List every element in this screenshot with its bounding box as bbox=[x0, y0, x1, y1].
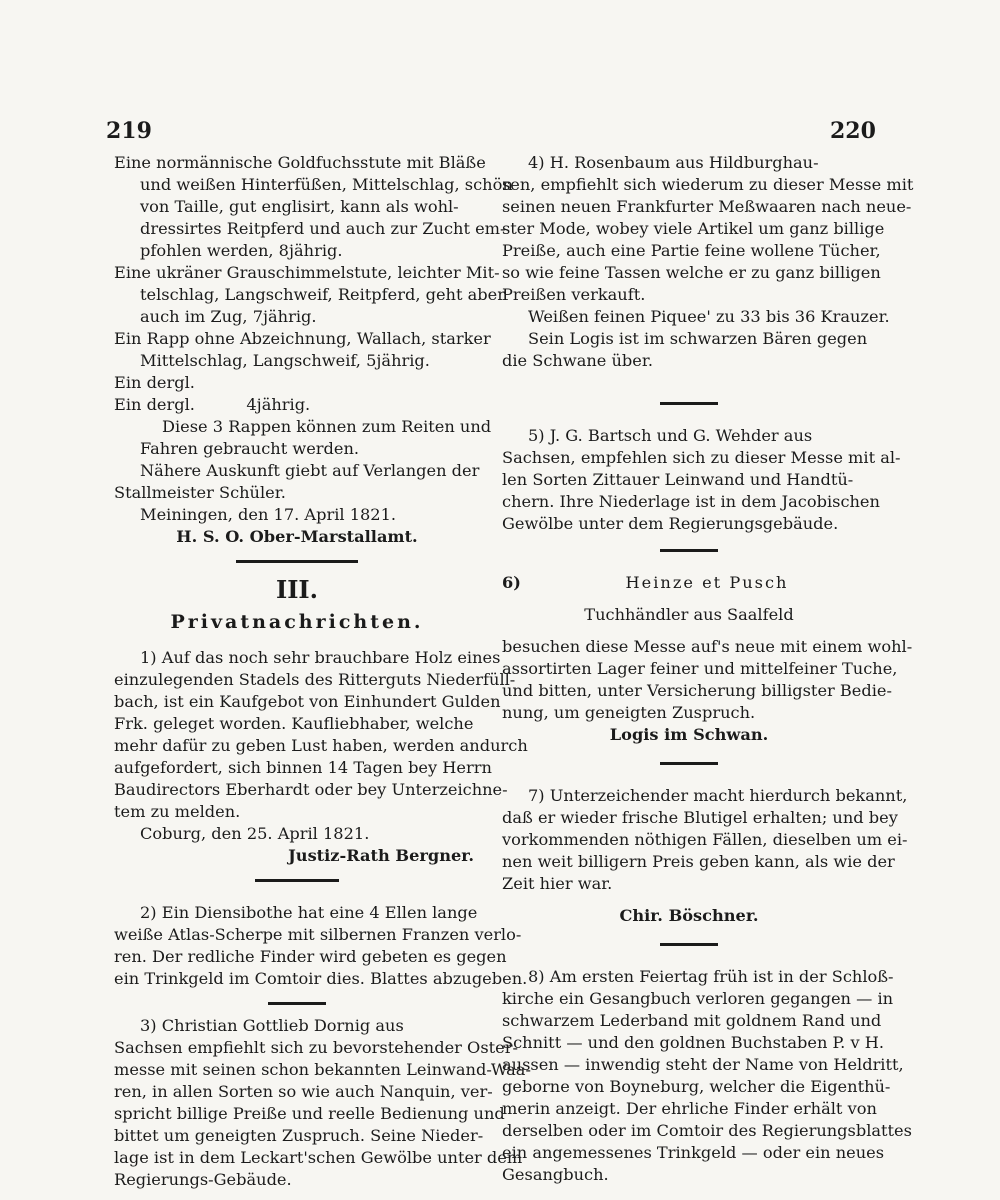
divider bbox=[660, 943, 718, 946]
notice-6 bbox=[502, 572, 913, 746]
text-line: Regierungs-Gebäude. bbox=[114, 1170, 292, 1189]
text-line: messe mit seinen schon bekannten Leinwand-Waa- bbox=[114, 1060, 531, 1079]
text-line: 7) Unterzeichender macht hierdurch bekannt, bbox=[528, 786, 908, 805]
text-line: Ein dergl. 4jährig. bbox=[114, 395, 311, 414]
text-line: ren, in allen Sorten so wie auch Nanquin, ver- bbox=[114, 1082, 493, 1101]
text-line: len Sorten Zittauer Leinwand und Handtü- bbox=[502, 470, 854, 489]
text-line: pfohlen werden, 8jährig. bbox=[140, 241, 343, 260]
text-line: Gesangbuch. bbox=[502, 1165, 609, 1184]
notice-3 bbox=[114, 1015, 531, 1191]
text-line: ein Trinkgeld im Comtoir dies. Blattes abzugeben. bbox=[114, 969, 528, 988]
text-line: von Taille, gut englisirt, kann als wohl- bbox=[140, 197, 459, 216]
text-line: Preiße, auch eine Partie feine wollene Tücher, bbox=[502, 241, 881, 260]
text-line: aussen — inwendig steht der Name von Heldritt, bbox=[502, 1055, 904, 1074]
text-line: merin anzeigt. Der ehrliche Finder erhält von bbox=[502, 1099, 877, 1118]
text-line: Diese 3 Rappen können zum Reiten und bbox=[162, 417, 492, 436]
text-line: und bitten, unter Versicherung billigster Bedie- bbox=[502, 681, 892, 700]
text-line: bittet um geneigten Zuspruch. Seine Nieder- bbox=[114, 1126, 484, 1145]
text-line: lage ist in dem Leckart'schen Gewölbe unter dem bbox=[114, 1148, 523, 1167]
text-line: und weißen Hinterfüßen, Mittelschlag, schön bbox=[140, 175, 513, 194]
text-line: Ein Rapp ohne Abzeichnung, Wallach, starker bbox=[114, 329, 491, 348]
text-line: Schnitt — und den goldnen Buchstaben P. v H. bbox=[502, 1033, 885, 1052]
text-line: telschlag, Langschweif, Reitpferd, geht aber bbox=[140, 285, 505, 304]
text-line: ein angemessenes Trinkgeld — oder ein neues bbox=[502, 1143, 885, 1162]
text-line: kirche ein Gesangbuch verloren gegangen — in bbox=[502, 989, 894, 1008]
text-line: assortirten Lager feiner und mittelfeiner Tuche, bbox=[502, 659, 898, 678]
text-line: die Schwane über. bbox=[502, 351, 653, 370]
text-line: chern. Ihre Niederlage ist in dem Jacobischen bbox=[502, 492, 880, 511]
text-line: derselben oder im Comtoir des Regierungsblattes bbox=[502, 1121, 912, 1140]
text-line: besuchen diese Messe auf's neue mit einem wohl- bbox=[502, 637, 913, 656]
text-line: spricht billige Preiße und reelle Bedienung und bbox=[114, 1104, 505, 1123]
page-number-right: 220 bbox=[830, 118, 876, 144]
text-line: Stallmeister Schüler. bbox=[114, 483, 286, 502]
notice-5 bbox=[502, 425, 901, 535]
text-line: schwarzem Lederband mit goldnem Rand und bbox=[502, 1011, 882, 1030]
text-line: dressirtes Reitpferd und auch zur Zucht em- bbox=[140, 219, 506, 238]
text-line: Baudirectors Eberhardt oder bey Unterzeichne- bbox=[114, 780, 508, 799]
text-line: tem zu melden. bbox=[114, 802, 241, 821]
text-line: daß er wieder frische Blutigel erhalten; und bey bbox=[502, 808, 898, 827]
text-line: sen, empfiehlt sich wiederum zu dieser Messe mit bbox=[502, 175, 914, 194]
text-line: Zeit hier war. bbox=[502, 874, 613, 893]
text-line: so wie feine Tassen welche er zu ganz billigen bbox=[502, 263, 881, 282]
text-line: geborne von Boyneburg, welcher die Eigenthü- bbox=[502, 1077, 891, 1096]
text-line: 2) Ein Diensibothe hat eine 4 Ellen lange bbox=[140, 903, 478, 922]
text-line: auch im Zug, 7jährig. bbox=[140, 307, 317, 326]
text-line: Nähere Auskunft giebt auf Verlangen der bbox=[140, 461, 480, 480]
signature: Justiz-Rath Bergner. bbox=[288, 846, 474, 865]
signature: H. S. O. Ober-Marstallamt. bbox=[176, 527, 418, 546]
page-number-left: 219 bbox=[106, 118, 152, 144]
text-line: vorkommenden nöthigen Fällen, dieselben um ei- bbox=[502, 830, 908, 849]
divider bbox=[236, 560, 358, 563]
text-line: Sachsen empfiehlt sich zu bevorstehender Oster- bbox=[114, 1038, 518, 1057]
text-line: Frk. geleget worden. Kaufliebhaber, welche bbox=[114, 714, 474, 733]
signature: Chir. Böschner. bbox=[619, 906, 759, 925]
left-column bbox=[114, 152, 531, 1191]
notice-2 bbox=[114, 902, 528, 990]
text-line: 8) Am ersten Feiertag früh ist in der Schloß- bbox=[528, 967, 894, 986]
logis-line: Logis im Schwan. bbox=[609, 725, 769, 744]
divider bbox=[660, 402, 718, 405]
divider bbox=[660, 549, 718, 552]
divider bbox=[255, 879, 339, 882]
text-line: einzulegenden Stadels des Ritterguts Niederfüll- bbox=[114, 670, 516, 689]
section-number: III. bbox=[275, 575, 319, 604]
text-line: weiße Atlas-Scherpe mit silbernen Franzen verlo- bbox=[114, 925, 522, 944]
text-line: 4) H. Rosenbaum aus Hildburghau- bbox=[528, 153, 819, 172]
text-line: bach, ist ein Kaufgebot von Einhundert Gulden bbox=[114, 692, 501, 711]
notice-4 bbox=[502, 152, 914, 372]
text-line: Eine normännische Goldfuchsstute mit Bläße bbox=[114, 153, 486, 172]
horse-sale-notice bbox=[114, 152, 513, 548]
text-line: Ein dergl. bbox=[114, 373, 195, 392]
text-line: Sein Logis ist im schwarzen Bären gegen bbox=[528, 329, 868, 348]
text-line: 1) Auf das noch sehr brauchbare Holz eines bbox=[140, 648, 501, 667]
notice-8 bbox=[502, 966, 912, 1186]
right-column bbox=[502, 152, 914, 1186]
text-line: Sachsen, empfehlen sich zu dieser Messe mit al- bbox=[502, 448, 901, 467]
text-line: mehr dafür zu geben Lust haben, werden andurch bbox=[114, 736, 528, 755]
notice-7 bbox=[502, 785, 908, 927]
text-line: Fahren gebraucht werden. bbox=[140, 439, 360, 458]
text-line: 5) J. G. Bartsch und G. Wehder aus bbox=[528, 426, 813, 445]
divider bbox=[268, 1002, 326, 1005]
firm-trade: Tuchhändler aus Saalfeld bbox=[584, 605, 794, 624]
text-line: Mittelschlag, Langschweif, 5jährig. bbox=[140, 351, 430, 370]
text-line: aufgefordert, sich binnen 14 Tagen bey Herrn bbox=[114, 758, 492, 777]
text-line: Weißen feinen Piquee' zu 33 bis 36 Krauzer. bbox=[528, 307, 890, 326]
text-line: ster Mode, wobey viele Artikel um ganz billige bbox=[502, 219, 885, 238]
notice-1 bbox=[114, 647, 528, 867]
text-line: Eine ukräner Grauschimmelstute, leichter Mit- bbox=[114, 263, 500, 282]
text-line: seinen neuen Frankfurter Meßwaaren nach neue- bbox=[502, 197, 912, 216]
section-title: Privatnachrichten. bbox=[170, 611, 424, 633]
notice-number: 6) bbox=[502, 573, 521, 592]
text-line: nung, um geneigten Zuspruch. bbox=[502, 703, 756, 722]
text-line: Preißen verkauft. bbox=[502, 285, 646, 304]
firm-name: Heinze et Pusch bbox=[625, 573, 789, 592]
text-line: Gewölbe unter dem Regierungsgebäude. bbox=[502, 514, 839, 533]
dateline: Meiningen, den 17. April 1821. bbox=[140, 505, 397, 524]
text-line: ren. Der redliche Finder wird gebeten es gegen bbox=[114, 947, 507, 966]
text-line: 3) Christian Gottlieb Dornig aus bbox=[140, 1016, 404, 1035]
text-line: nen weit billigern Preis geben kann, als wie der bbox=[502, 852, 895, 871]
dateline: Coburg, den 25. April 1821. bbox=[140, 824, 370, 843]
divider bbox=[660, 762, 718, 765]
